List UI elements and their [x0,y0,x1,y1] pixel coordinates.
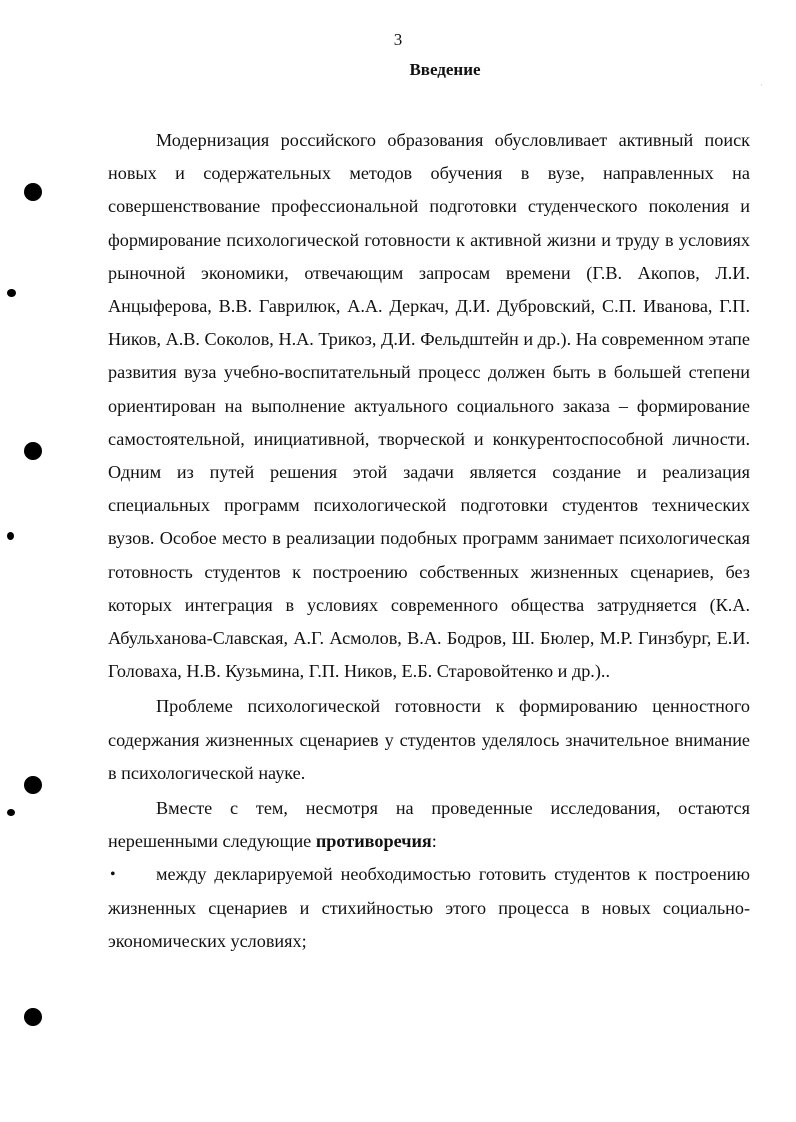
paragraph-2: Проблеме психологической готовности к формированию ценностного содержания жизненных сценариев у студентов уделялось значительное внимание в психологической науке. [108,696,750,783]
scan-speck-1 [7,289,16,297]
paragraph-3-lead: Вместе с тем, несмотря на проведенные исследования, остаются нерешенными следующие [108,798,750,852]
document-body [108,124,750,958]
paragraph-3-bold-term: противоречия [315,831,432,852]
bullet-icon: • [110,866,116,884]
paragraph-1: Модернизация российского образования обусловливает активный поиск новых и содержательных методов обучения в вузе, направленных на совершенствование профессиональной подготовки студенческого поколения и формирование психологической готовности к активной жизни и труду в условиях рыночной экономики, отвечающим запросам времени (Г.В. Акопов, Л.И. Анцыферова, В.В. Гаврилюк, А.А. Деркач, Д.И. Дубровский, С.П. Иванова, Г.П. Ников, А.В. Соколов, Н.А. Трикоз, Д.И. Фельдштейн и др.). На современном этапе развития вуза учебно-воспитательный процесс должен быть в большей степени ориентирован на выполнение актуального социального заказа – формирование самостоятельной, инициативной, творческой и конкурентоспособной личности. Одним из путей решения этой задачи является создание и реализация специальных программ психологической подготовки студентов технических вузов. Особое место в реализации подобных программ занимает психологическая готовность студентов к построению собственных жизненных сценариев, без которых интеграция в условиях современного общества затрудняется (К.А. Абульханова-Славская, А.Г. Асмолов, В.А. Бодров, Ш. Бюлер, М.Р. Гинзбург, Е.И. Головаха, Н.В. Кузьмина, Г.П. Ников, Е.Б. Старовойтенко и др.).. [108,130,750,682]
bullet-item-1-text: между декларируемой необходимостью готовить студентов к построению жизненных сценариев и стихийностью этого процесса в новых социально-экономических условиях; [108,864,750,951]
punch-hole-4 [24,1008,42,1026]
paragraph-3 [108,792,750,858]
paragraph-3-tail: : [431,831,437,852]
scan-speck-3 [7,809,15,816]
page-number: 3 [393,30,403,49]
punch-hole-3 [24,776,42,794]
page-title: Введение [409,60,481,79]
punch-hole-1 [24,183,42,201]
bullet-item-1 [108,858,750,958]
scan-speck-2 [7,532,14,540]
scan-artifact: · [760,80,763,90]
punch-hole-2 [24,442,42,460]
